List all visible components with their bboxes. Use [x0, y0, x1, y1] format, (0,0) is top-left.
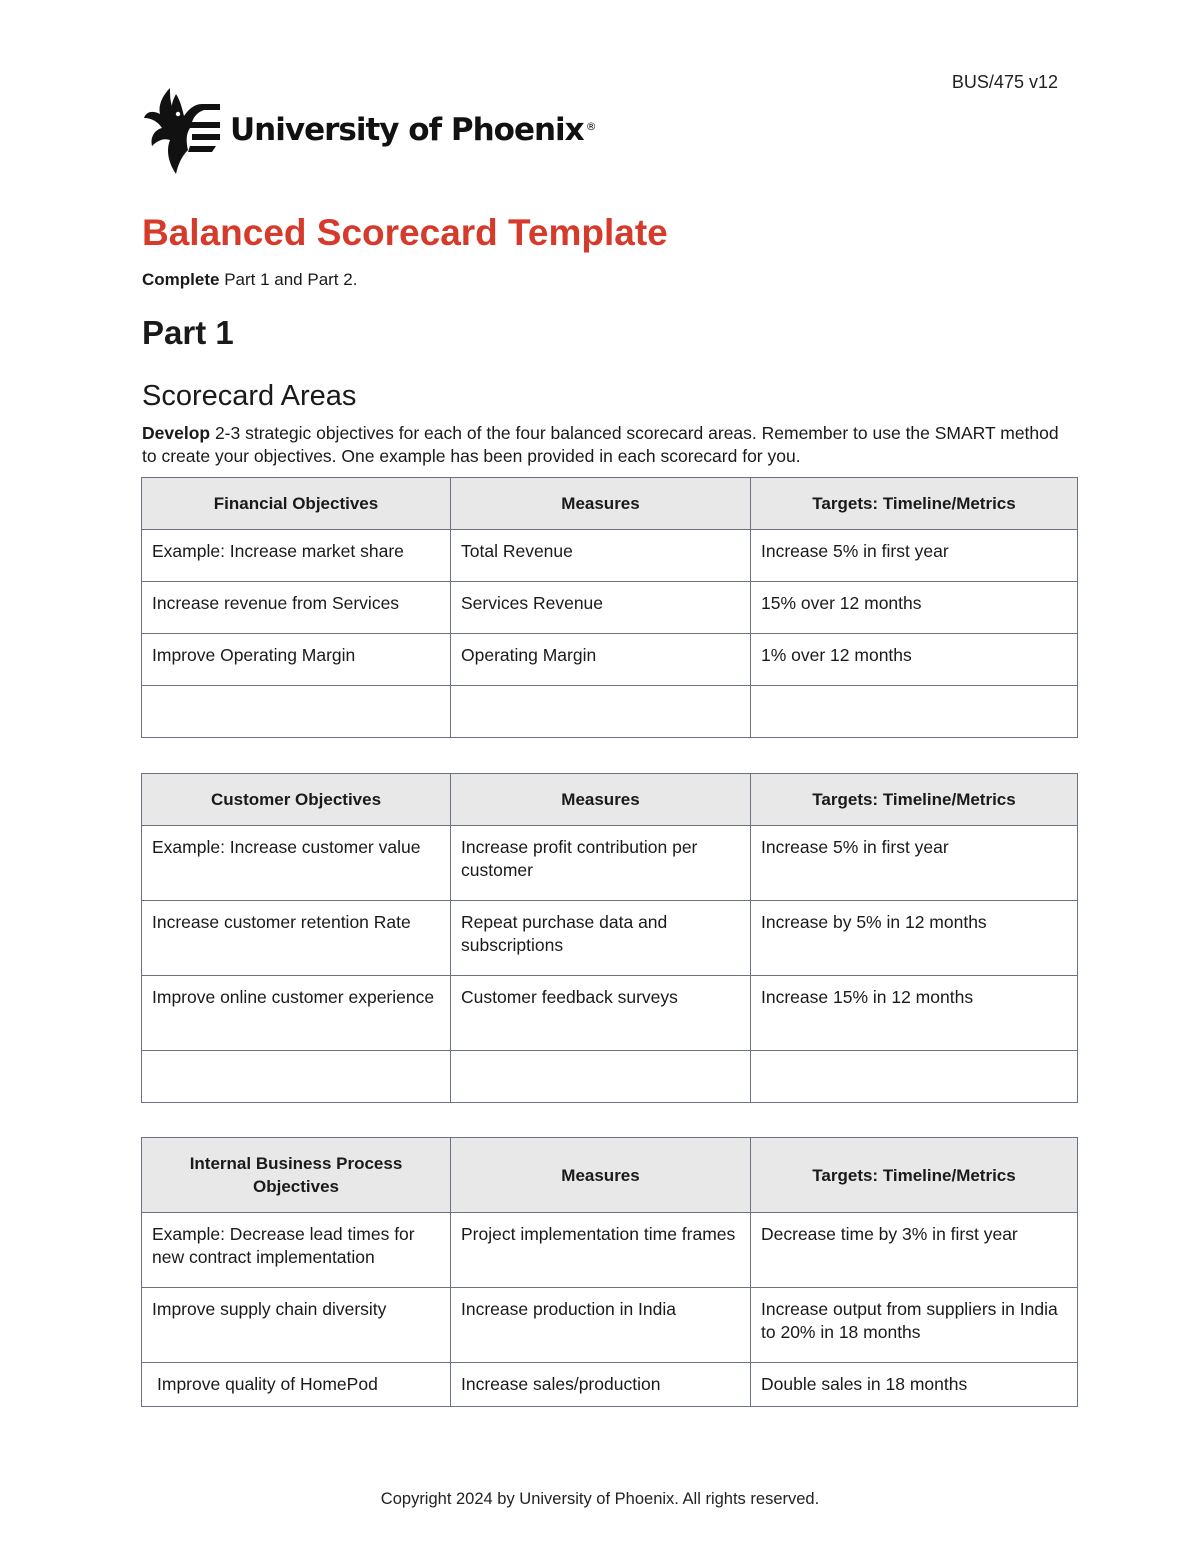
table-cell: Services Revenue: [451, 582, 751, 634]
table-row: [142, 901, 1078, 976]
column-header: Measures: [451, 478, 751, 530]
table-cell: Improve quality of HomePod: [142, 1363, 451, 1407]
column-header: Targets: Timeline/Metrics: [751, 478, 1078, 530]
table-cell[interactable]: [142, 1051, 451, 1103]
table-cell: Increase production in India: [451, 1288, 751, 1363]
table-row: [142, 530, 1078, 582]
table-cell: Improve supply chain diversity: [142, 1288, 451, 1363]
table-cell: Example: Decrease lead times for new contract implementation: [142, 1213, 451, 1288]
column-header: Customer Objectives: [142, 774, 451, 826]
table-cell: Operating Margin: [451, 634, 751, 686]
table-header-row: [142, 478, 1078, 530]
table-cell: Increase 5% in first year: [751, 826, 1078, 901]
column-header: Targets: Timeline/Metrics: [751, 1138, 1078, 1213]
table-cell: Increase 15% in 12 months: [751, 976, 1078, 1051]
table-row: [142, 1213, 1078, 1288]
table-cell[interactable]: [751, 1051, 1078, 1103]
table-cell: Increase revenue from Services: [142, 582, 451, 634]
table-cell: Increase customer retention Rate: [142, 901, 451, 976]
table-cell: Example: Increase market share: [142, 530, 451, 582]
table-row: [142, 976, 1078, 1051]
table-row: [142, 634, 1078, 686]
table-cell: Repeat purchase data and subscriptions: [451, 901, 751, 976]
table-header-row: [142, 1138, 1078, 1213]
instruction-text: Complete Part 1 and Part 2.: [142, 270, 358, 289]
table-cell: Customer feedback surveys: [451, 976, 751, 1051]
table-row: [142, 686, 1078, 738]
table-row: [142, 1288, 1078, 1363]
financial-objectives-table: [141, 477, 1078, 738]
table-cell: Double sales in 18 months: [751, 1363, 1078, 1407]
document-title: Balanced Scorecard Template: [142, 212, 668, 253]
develop-instructions: Develop 2-3 strategic objectives for each of the four balanced scorecard areas. Remember to use the SMART method to create your objectives. One example has been provided in each scorecard for you.: [142, 423, 1059, 466]
phoenix-bird-icon: [142, 84, 222, 176]
table-row: [142, 1051, 1078, 1103]
table-header-row: [142, 774, 1078, 826]
column-header: Measures: [451, 1138, 751, 1213]
internal-process-objectives-table: [141, 1137, 1078, 1407]
table-cell: Improve Operating Margin: [142, 634, 451, 686]
column-header: Targets: Timeline/Metrics: [751, 774, 1078, 826]
part-title: Part 1: [142, 314, 234, 351]
copyright-footer: Copyright 2024 by University of Phoenix. All rights reserved.: [380, 1490, 820, 1508]
column-header: Measures: [451, 774, 751, 826]
table-cell: Decrease time by 3% in first year: [751, 1213, 1078, 1288]
table-cell[interactable]: [751, 686, 1078, 738]
logo-wordmark: University of Phoenix ®: [230, 112, 596, 148]
table-row: [142, 582, 1078, 634]
column-header: Financial Objectives: [142, 478, 451, 530]
table-row: [142, 826, 1078, 901]
table-cell: Increase 5% in first year: [751, 530, 1078, 582]
customer-objectives-table: [141, 773, 1078, 1103]
table-cell[interactable]: [142, 686, 451, 738]
table-cell[interactable]: [451, 1051, 751, 1103]
course-code: BUS/475 v12: [951, 72, 1058, 92]
table-cell: Increase sales/production: [451, 1363, 751, 1407]
column-header: Internal Business Process Objectives: [142, 1138, 451, 1213]
table-cell: 1% over 12 months: [751, 634, 1078, 686]
table-cell: Total Revenue: [451, 530, 751, 582]
table-cell: Project implementation time frames: [451, 1213, 751, 1288]
section-title: Scorecard Areas: [142, 380, 357, 412]
table-cell: Increase by 5% in 12 months: [751, 901, 1078, 976]
table-row: [142, 1363, 1078, 1407]
table-cell: Example: Increase customer value: [142, 826, 451, 901]
table-cell: Increase output from suppliers in India to 20% in 18 months: [751, 1288, 1078, 1363]
table-cell[interactable]: [451, 686, 751, 738]
table-cell: Increase profit contribution per customer: [451, 826, 751, 901]
table-cell: Improve online customer experience: [142, 976, 451, 1051]
university-logo: [142, 84, 596, 176]
table-cell: 15% over 12 months: [751, 582, 1078, 634]
